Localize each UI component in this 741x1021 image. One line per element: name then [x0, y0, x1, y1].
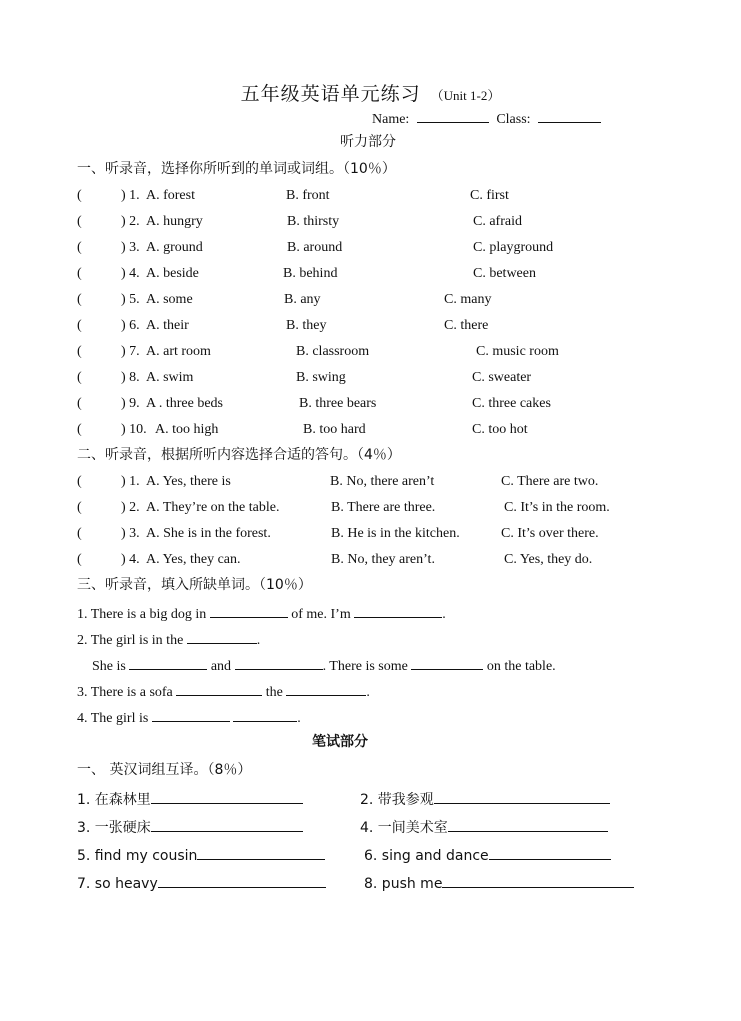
question-number: ) 9. — [121, 396, 140, 411]
option-a[interactable]: A. some — [146, 292, 193, 307]
fill-line-5 — [77, 707, 301, 728]
section3-title: 三、听录音，填入所缺单词。（10％） — [77, 577, 312, 593]
option-a[interactable]: A. swim — [146, 370, 194, 385]
translate-blank[interactable] — [448, 817, 608, 832]
option-a[interactable]: A. Yes, there is — [146, 474, 231, 489]
translate-blank[interactable] — [151, 817, 303, 832]
listening-heading: 听力部分 — [340, 134, 396, 150]
section4-title: 一、 英汉词组互译。（8％） — [77, 762, 252, 778]
translate-blank[interactable] — [434, 789, 610, 804]
answer-paren-left[interactable]: ( — [77, 526, 82, 541]
answer-paren-left[interactable]: ( — [77, 318, 82, 333]
fill-text: of me. I’m — [291, 607, 351, 622]
translate-blank[interactable] — [197, 845, 325, 860]
fill-blank[interactable] — [233, 707, 297, 722]
option-b[interactable]: B. they — [286, 318, 327, 333]
translate-prompt: 2. 带我参观 — [360, 792, 434, 808]
answer-paren-left[interactable]: ( — [77, 396, 82, 411]
answer-paren-left[interactable]: ( — [77, 188, 82, 203]
option-c[interactable]: C. music room — [476, 344, 559, 359]
question-number: ) 3. — [121, 526, 140, 541]
translate-item — [77, 845, 325, 865]
translate-blank[interactable] — [151, 789, 303, 804]
option-c[interactable]: C. Yes, they do. — [504, 552, 593, 567]
fill-blank[interactable] — [152, 707, 230, 722]
fill-text: . — [366, 685, 370, 700]
option-a[interactable]: A. forest — [146, 188, 195, 203]
option-a[interactable]: A. Yes, they can. — [146, 552, 241, 567]
option-a[interactable]: A. ground — [146, 240, 203, 255]
option-b[interactable]: B. swing — [296, 370, 346, 385]
fill-text: She is — [92, 659, 126, 674]
fill-blank[interactable] — [235, 655, 323, 670]
translate-item — [77, 817, 303, 837]
option-c[interactable]: C. too hot — [472, 422, 528, 437]
option-b[interactable]: B. behind — [283, 266, 338, 281]
fill-blank[interactable] — [210, 603, 288, 618]
option-b[interactable]: B. too hard — [303, 422, 366, 437]
option-c[interactable]: C. there — [444, 318, 489, 333]
written-heading: 笔试部分 — [312, 734, 368, 750]
option-c[interactable]: C. playground — [473, 240, 554, 255]
option-b[interactable]: B. He is in the kitchen. — [331, 526, 460, 541]
option-a[interactable]: A. beside — [146, 266, 199, 281]
section2-title: 二、听录音，根据所听内容选择合适的答句。（4％） — [77, 447, 401, 463]
translate-item — [77, 789, 303, 809]
fill-line-2 — [77, 629, 260, 650]
option-a[interactable]: A. too high — [155, 422, 219, 437]
translate-prompt: 6. sing and dance — [364, 848, 489, 864]
name-blank[interactable] — [417, 108, 489, 123]
option-c[interactable]: C. many — [444, 292, 492, 307]
answer-paren-left[interactable]: ( — [77, 474, 82, 489]
option-a[interactable]: A . three beds — [146, 396, 223, 411]
fill-blank[interactable] — [286, 681, 366, 696]
fill-text: 2. The girl is in the — [77, 633, 184, 648]
answer-paren-left[interactable]: ( — [77, 344, 82, 359]
question-number: ) 7. — [121, 344, 140, 359]
question-number: ) 2. — [121, 500, 140, 515]
title-row — [0, 79, 741, 106]
fill-blank[interactable] — [354, 603, 442, 618]
translate-prompt: 7. so heavy — [77, 876, 158, 892]
answer-paren-left[interactable]: ( — [77, 500, 82, 515]
answer-paren-left[interactable]: ( — [77, 240, 82, 255]
translate-prompt: 3. 一张硬床 — [77, 820, 151, 836]
option-b[interactable]: B. No, there aren’t — [330, 474, 435, 489]
fill-blank[interactable] — [187, 629, 257, 644]
translate-prompt: 4. 一间美术室 — [360, 820, 448, 836]
fill-text: on the table. — [486, 659, 556, 674]
option-a[interactable]: A. their — [146, 318, 189, 333]
fill-text: 3. There is a sofa — [77, 685, 173, 700]
answer-paren-left[interactable]: ( — [77, 214, 82, 229]
translate-blank[interactable] — [489, 845, 611, 860]
page-subtitle: （Unit 1-2） — [430, 88, 501, 103]
fill-text: . — [442, 607, 446, 622]
option-c[interactable]: C. sweater — [472, 370, 532, 385]
translate-blank[interactable] — [442, 873, 634, 888]
fill-text: 4. The girl is — [77, 711, 149, 726]
answer-paren-left[interactable]: ( — [77, 266, 82, 281]
option-c[interactable]: C. between — [473, 266, 536, 281]
option-c[interactable]: C. afraid — [473, 214, 522, 229]
option-c[interactable]: C. There are two. — [501, 474, 599, 489]
answer-paren-left[interactable]: ( — [77, 292, 82, 307]
option-c[interactable]: C. first — [470, 188, 509, 203]
translate-item — [360, 789, 610, 809]
option-b[interactable]: B. classroom — [296, 344, 370, 359]
question-number: ) 4. — [121, 266, 140, 281]
class-label: Class: — [496, 112, 531, 127]
fill-line-4 — [77, 681, 370, 702]
option-a[interactable]: A. They’re on the table. — [146, 500, 280, 515]
option-b[interactable]: B. front — [286, 188, 330, 203]
fill-blank[interactable] — [176, 681, 262, 696]
translate-item — [364, 873, 634, 893]
fill-text: . — [256, 633, 261, 648]
translate-blank[interactable] — [158, 873, 326, 888]
fill-text: . — [297, 711, 301, 726]
class-blank[interactable] — [538, 108, 601, 123]
option-c[interactable]: C. It’s over there. — [501, 526, 599, 541]
option-b[interactable]: B. around — [287, 240, 343, 255]
question-number: ) 5. — [121, 292, 140, 307]
option-b[interactable]: B. any — [284, 292, 321, 307]
option-c[interactable]: C. It’s in the room. — [504, 500, 610, 515]
option-c[interactable]: C. three cakes — [472, 396, 551, 411]
fill-text: 1. There is a big dog in — [77, 607, 207, 622]
option-b[interactable]: B. three bears — [299, 396, 377, 411]
question-number: ) 1. — [121, 474, 140, 489]
option-b[interactable]: B. No, they aren’t. — [331, 552, 435, 567]
translate-item — [360, 817, 608, 837]
translate-item — [364, 845, 611, 865]
fill-line-1 — [77, 603, 446, 624]
translate-prompt: 8. push me — [364, 876, 443, 892]
fill-line-3 — [92, 655, 556, 676]
answer-paren-left[interactable]: ( — [77, 552, 82, 567]
option-a[interactable]: A. She is in the forest. — [146, 526, 271, 541]
question-number: ) 10. — [121, 422, 147, 437]
answer-paren-left[interactable]: ( — [77, 422, 82, 437]
fill-text: . There is some — [322, 659, 408, 674]
question-number: ) 2. — [121, 214, 140, 229]
option-a[interactable]: A. art room — [146, 344, 211, 359]
question-number: ) 8. — [121, 370, 140, 385]
fill-blank[interactable] — [129, 655, 207, 670]
fill-text: and — [210, 659, 232, 674]
section1-title: 一、听录音，选择你所听到的单词或词组。（10％） — [77, 161, 396, 177]
answer-paren-left[interactable]: ( — [77, 370, 82, 385]
option-b[interactable]: B. There are three. — [331, 500, 436, 515]
translate-prompt: 5. find my cousin — [77, 848, 198, 864]
name-class-line — [372, 108, 601, 129]
option-a[interactable]: A. hungry — [146, 214, 203, 229]
option-b[interactable]: B. thirsty — [287, 214, 340, 229]
translate-item — [77, 873, 326, 893]
fill-blank[interactable] — [411, 655, 483, 670]
question-number: ) 1. — [121, 188, 140, 203]
fill-text: the — [265, 685, 283, 700]
name-label: Name: — [372, 112, 410, 127]
question-number: ) 4. — [121, 552, 140, 567]
question-number: ) 3. — [121, 240, 140, 255]
translate-prompt: 1. 在森林里 — [77, 792, 151, 808]
page-title: 五年级英语单元练习 — [240, 83, 421, 105]
question-number: ) 6. — [121, 318, 140, 333]
